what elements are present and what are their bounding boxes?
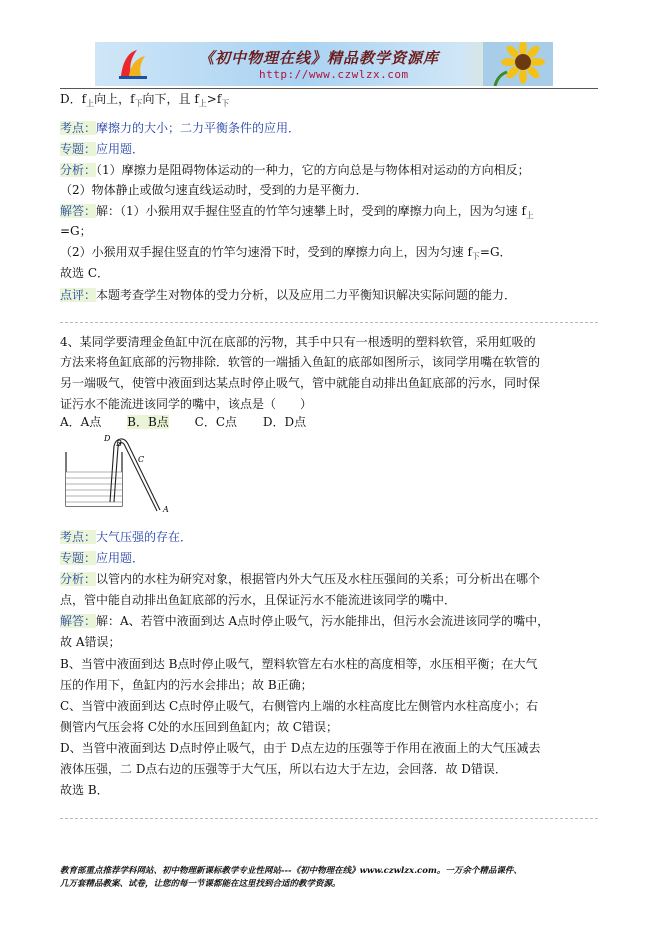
banner-url: http://www.czwlzx.com [259, 68, 409, 81]
banner-title: 《初中物理在线》精品教学资源库 [199, 49, 440, 67]
q4-option-b: B．B点 [127, 415, 169, 429]
q4-option-d: D．D点 [262, 415, 307, 429]
q4-zhuanti: 专题：应用题． [60, 551, 145, 565]
label-d: D [104, 434, 111, 443]
q4-stem-2: 方法来将鱼缸底部的污物排除．软管的一端插入鱼缸的底部如图所示，该同学用嘴在软管的 [60, 355, 541, 369]
q4-conclusion: 故选 B． [60, 783, 109, 797]
q4-option-c: C．C点 [194, 415, 238, 429]
q3-conclusion: 故选 C． [60, 266, 109, 280]
q4-jieda-7: D、当管中液面到达 D点时停止吸气，由于 D点左边的压强等于作用在液面上的大气压减去 [60, 741, 541, 755]
footer-line-2: 几万套精品教案、试卷，让您的每一节课都能在这里找到合适的教学资源。 [60, 879, 341, 889]
sunflower-icon [483, 42, 553, 86]
footer-line-1: 教育部重点推荐学科网站、初中物理新课标教学专业性网站---《初中物理在线》www.czwlzx.com。一万余个精品课件、 [60, 866, 522, 876]
logo-icon [115, 46, 151, 82]
q3-kaodian: 考点：摩擦力的大小；二力平衡条件的应用． [60, 121, 301, 135]
fish-tank [66, 452, 122, 506]
siphon-figure [62, 432, 172, 512]
q3-jieda-3: （2）小猴用双手握住竖直的竹竿匀速滑下时，受到的摩擦力向上，因为匀速 $f_下=G$． [60, 245, 512, 261]
q4-jieda-6: 侧管内气压会将 C处的水压回到鱼缸内；故 C错误； [60, 720, 338, 734]
q4-fenxi: 分析：以管内的水柱为研究对象，根据管内外大气压及水柱压强间的关系；可分析出在哪个 [60, 572, 541, 586]
header-rule [60, 88, 598, 89]
q4-jieda-3: B、当管中液面到达 B点时停止吸气，塑料软管左右水柱的高度相等，水压相平衡；在大气 [60, 657, 538, 671]
q3-dianping: 点评：本题考查学生对物体的受力分析，以及应用二力平衡知识解决实际问题的能力． [60, 288, 517, 302]
q3-jieda: 解答：解：（1）小猴用双手握住竖直的竹竿匀速攀上时，受到的摩擦力向上，因为匀速 $f_上$ [60, 204, 534, 220]
label-a: A [163, 505, 169, 512]
q4-option-a: A．A点 [60, 415, 102, 429]
q3-fenxi-2: （2）物体静止或做匀速直线运动时，受到的力是平衡力． [60, 183, 368, 197]
q3-zhuanti: 专题：应用题． [60, 142, 145, 156]
bottom-separator [60, 818, 598, 819]
q4-stem-3: 另一端吸气，使管中液面到达某点时停止吸气，管中就能自动排出鱼缸底部的污水，同时保 [60, 376, 541, 390]
q4-stem-1: 4、某同学要清理金鱼缸中沉在底部的污物，其手中只有一根透明的塑料软管，采用虹吸的 [60, 335, 536, 349]
q4-options [60, 414, 306, 430]
label-b: B [116, 439, 122, 448]
q4-jieda-8: 液体压强，二 D点右边的压强等于大气压，所以右边大于左边，会回落．故 D错误． [60, 762, 507, 776]
label-c: C [138, 455, 145, 464]
q4-jieda-4: 压的作用下，鱼缸内的污水会排出；故 B正确； [60, 678, 313, 692]
q4-jieda: 解答：解：A、若管中液面到达 A点时停止吸气，污水能排出，但污水会流进该同学的嘴中， [60, 614, 550, 628]
q4-jieda-5: C、当管中液面到达 C点时停止吸气，右侧管内上端的水柱高度比左侧管内水柱高度小；右 [60, 699, 539, 713]
q4-kaodian: 考点：大气压强的存在． [60, 530, 193, 544]
header-banner [95, 42, 553, 86]
q4-stem-4: 证污水不能流进该同学的嘴中，该点是（ ） [60, 397, 313, 411]
q3-option-d: D．$f_上$向上，$f_下$向下，且 $f_上>f_下$ [60, 92, 230, 108]
q3-fenxi: 分析：（1）摩擦力是阻碍物体运动的一种力，它的方向总是与物体相对运动的方向相反； [60, 163, 530, 177]
q4-jieda-2: 故 A错误； [60, 635, 121, 649]
q3-jieda-2: =G； [60, 224, 92, 238]
q4-fenxi-2: 点，管中能自动排出鱼缸底部的污水，且保证污水不能流进该同学的嘴中． [60, 593, 457, 607]
question-separator [60, 322, 598, 323]
